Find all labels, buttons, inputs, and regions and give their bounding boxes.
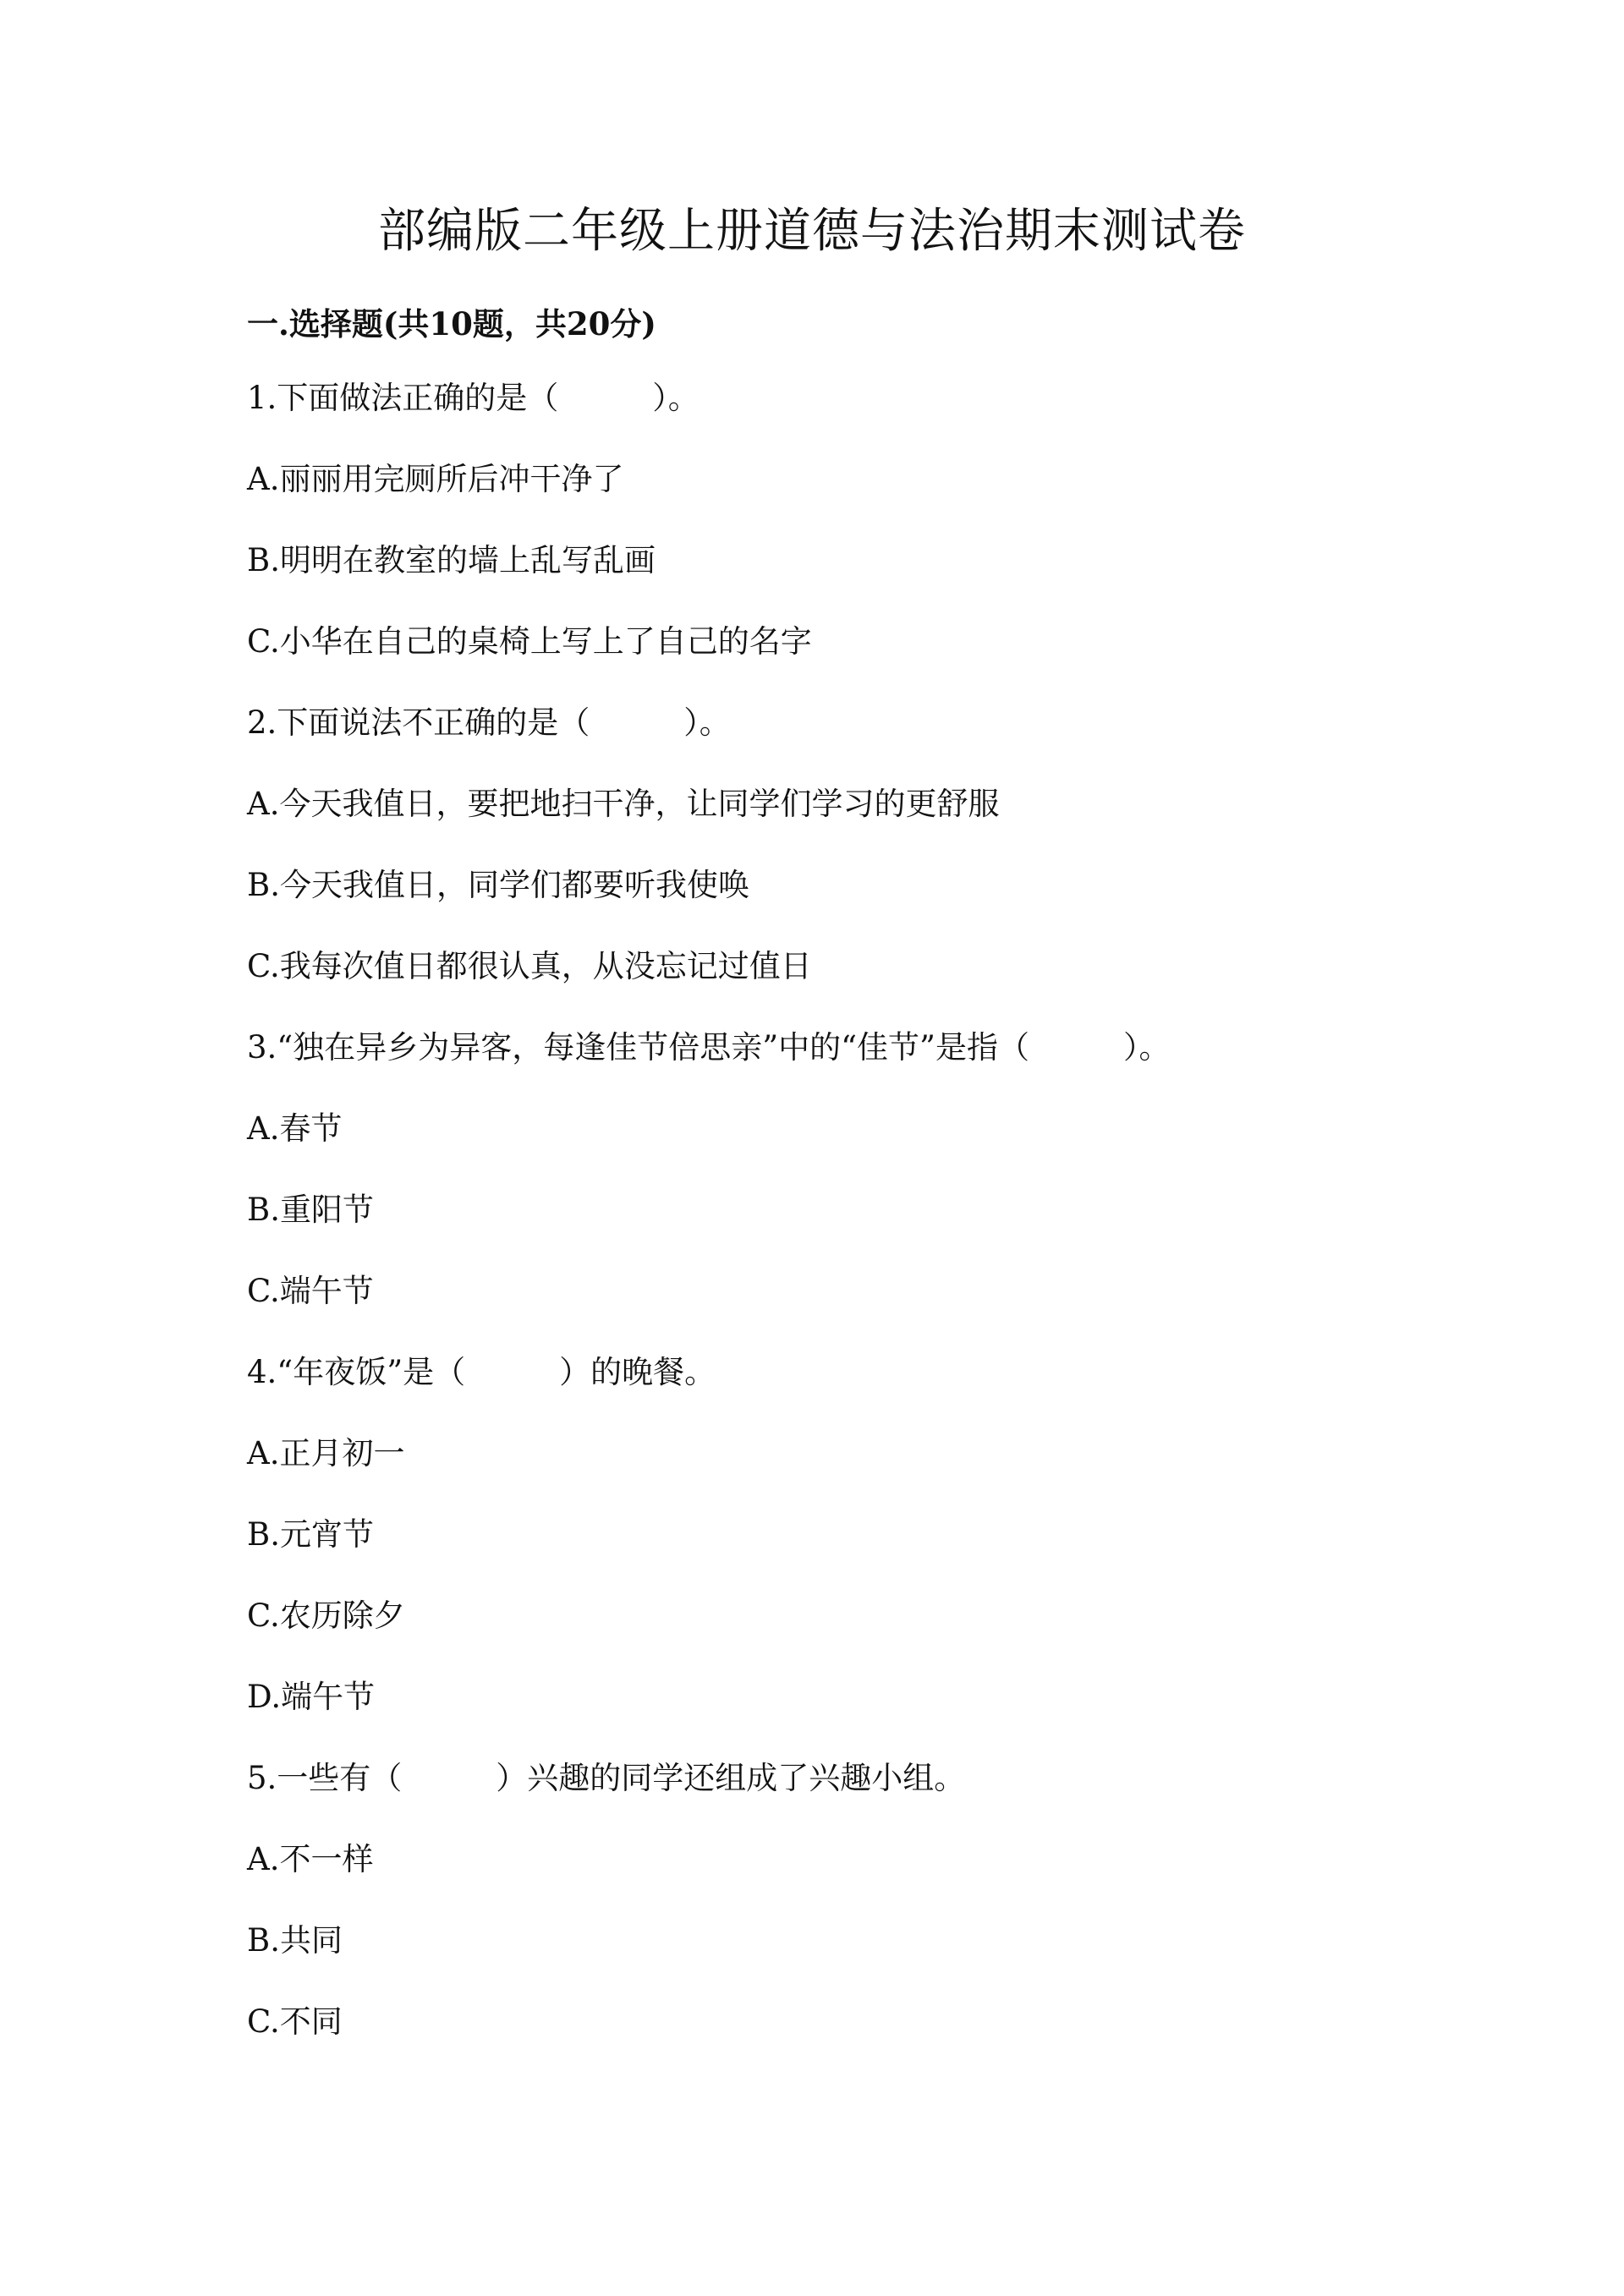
question-3-option-a: A.春节 [247, 1110, 343, 1147]
page-title: 部编版二年级上册道德与法治期末测试卷 [378, 204, 1246, 259]
question-5-option-c: C.不同 [247, 2003, 343, 2040]
question-3-option-c: C.端午节 [247, 1273, 374, 1309]
question-1-option-a: A.丽丽用完厕所后冲干净了 [247, 461, 624, 497]
question-5-option-b: B.共同 [247, 1922, 343, 1959]
question-1: 1.下面做法正确的是（ ）。 [247, 380, 700, 416]
question-3-option-b: B.重阳节 [247, 1192, 374, 1228]
question-3: 3.“独在异乡为异客，每逢佳节倍思亲”中的“佳节”是指（ ）。 [247, 1029, 1171, 1066]
question-4-option-d: D.端午节 [247, 1679, 376, 1715]
question-5-option-a: A.不一样 [247, 1841, 374, 1877]
question-4-option-b: B.元宵节 [247, 1516, 374, 1553]
section-heading: 一.选择题(共10题，共20分) [247, 305, 656, 342]
question-1-option-b: B.明明在教室的墙上乱写乱画 [247, 542, 656, 578]
question-5: 5.一些有（ ）兴趣的同学还组成了兴趣小组。 [247, 1760, 966, 1796]
question-2: 2.下面说法不正确的是（ ）。 [247, 704, 731, 741]
question-1-option-c: C.小华在自己的桌椅上写上了自己的名字 [247, 623, 812, 660]
question-4-option-c: C.农历除夕 [247, 1597, 405, 1634]
question-4-option-a: A.正月初一 [247, 1435, 405, 1471]
question-2-option-c: C.我每次值日都很认真，从没忘记过值日 [247, 948, 812, 984]
question-2-option-a: A.今天我值日，要把地扫干净，让同学们学习的更舒服 [247, 786, 1000, 822]
question-4: 4.“年夜饭”是（ ）的晚餐。 [247, 1354, 716, 1390]
question-2-option-b: B.今天我值日，同学们都要听我使唤 [247, 867, 749, 903]
